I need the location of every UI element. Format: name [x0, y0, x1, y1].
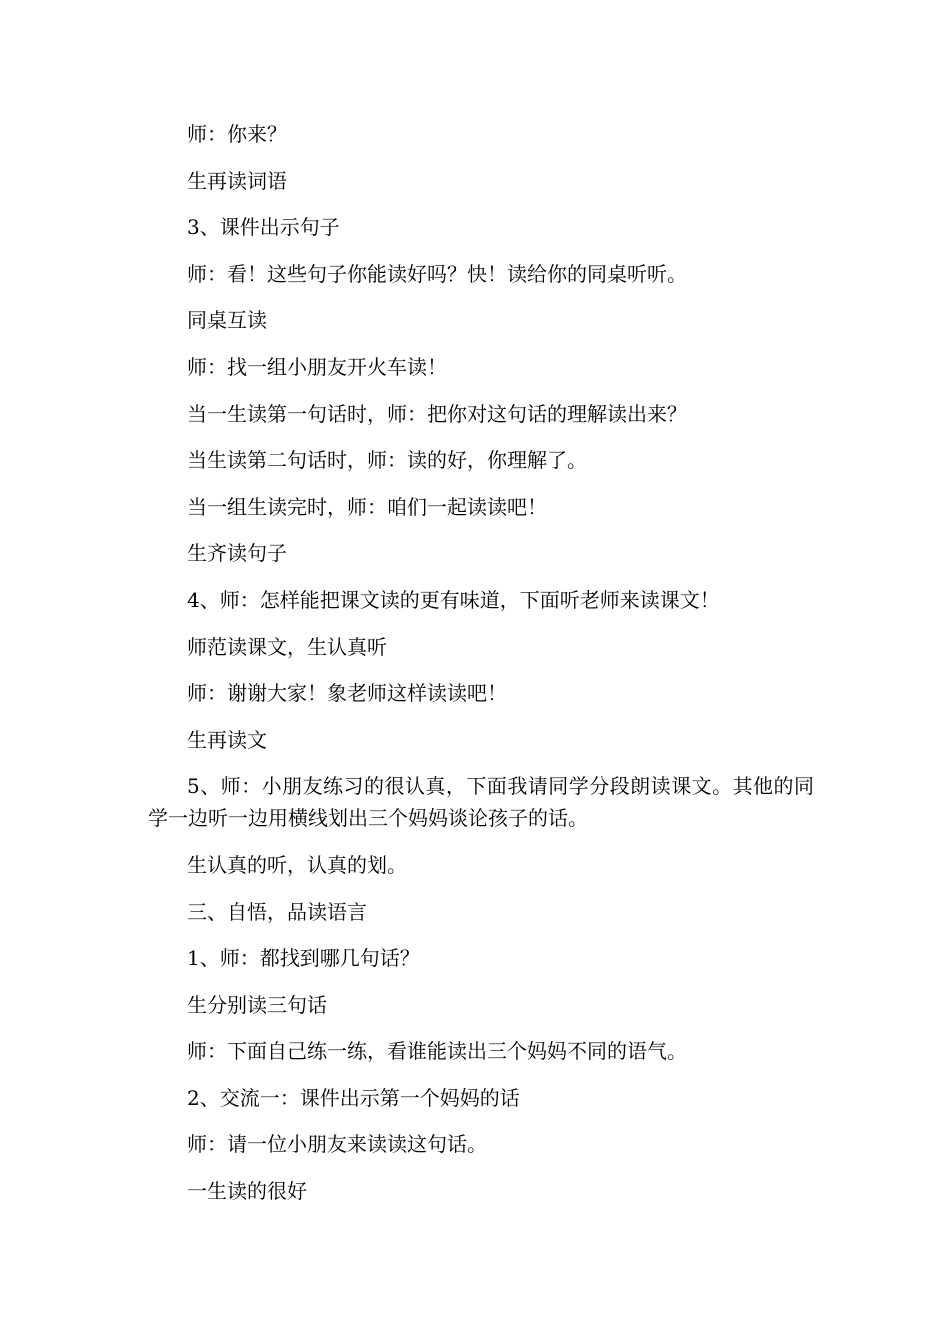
paragraph: 当一生读第一句话时，师：把你对这句话的理解读出来？	[187, 401, 687, 426]
paragraph: 4、师：怎样能把课文读的更有味道，下面听老师来读课文！	[187, 587, 720, 612]
paragraph: 5、师：小朋友练习的很认真，下面我请同学分段朗读课文。其他的同学一边听一边用横线划出三个妈妈谈论孩子的话。	[148, 774, 814, 831]
paragraph: 一生读的很好	[187, 1179, 307, 1204]
paragraph: 生再读文	[187, 727, 267, 752]
document-body	[148, 118, 814, 1222]
paragraph: 3、课件出示句子	[187, 215, 340, 240]
paragraph: 师：你来？	[187, 122, 287, 146]
paragraph: 2、交流一：课件出示第一个妈妈的话	[187, 1085, 520, 1110]
paragraph: 师：下面自己练一练，看谁能读出三个妈妈不同的语气。	[187, 1039, 687, 1064]
paragraph: 师：请一位小朋友来读读这句话。	[187, 1132, 487, 1157]
section-heading: 三、自悟，品读语言	[187, 899, 367, 924]
paragraph: 生认真的听，认真的划。	[187, 852, 407, 877]
paragraph: 师：看！这些句子你能读好吗？快！读给你的同桌听听。	[187, 261, 687, 286]
paragraph: 1、师：都找到哪几句话？	[187, 946, 420, 971]
paragraph: 生再读词语	[187, 168, 287, 193]
paragraph: 师：找一组小朋友开火车读！	[187, 354, 447, 379]
paragraph: 师：谢谢大家！象老师这样读读吧！	[187, 681, 507, 706]
paragraph: 生齐读句子	[187, 541, 287, 566]
paragraph: 当一组生读完时，师：咱们一起读读吧！	[187, 494, 547, 519]
paragraph: 师范读课文，生认真听	[187, 634, 387, 659]
paragraph: 生分别读三句话	[187, 992, 327, 1017]
paragraph: 当生读第二句话时，师：读的好，你理解了。	[187, 448, 587, 473]
paragraph: 同桌互读	[187, 308, 267, 333]
